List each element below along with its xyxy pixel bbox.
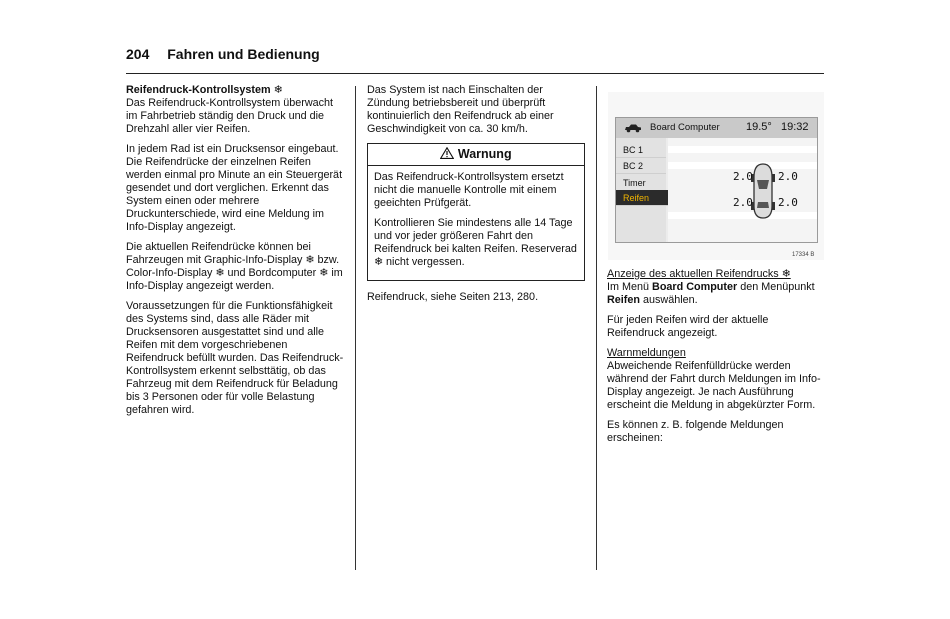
paragraph: Das System ist nach Einschalten der Zündung betriebsbereit und überprüft kontinuierlich den Reifendruck ab einer Geschwindigkeit von ca. 30 km/h. (367, 84, 554, 135)
page-number: 204 (126, 46, 150, 62)
paragraph: Abweichende Reifenfülldrücke werden während der Fahrt durch Meldungen im Info-Display angezeigt. Je nach Ausführung erscheint die Meldung in abgekürzter Form. (607, 360, 821, 411)
column-divider-1 (355, 86, 356, 570)
paragraph (607, 281, 825, 307)
pressure-front-right: 2.0 (778, 170, 798, 183)
display-title: Board Computer (650, 122, 720, 133)
pressure-rear-left: 2.0 (733, 196, 753, 209)
menu-item-reifen[interactable]: Reifen (616, 190, 673, 206)
column-3 (607, 268, 825, 452)
pressure-rear-right: 2.0 (778, 196, 798, 209)
info-display-screen (615, 117, 818, 243)
menu-name: Board Computer (652, 281, 738, 293)
text-run: den Menüpunkt (737, 281, 815, 293)
tyre-pressure-panel (668, 138, 817, 242)
car-icon (624, 123, 642, 133)
menu-item-bc2[interactable]: BC 2 (616, 158, 666, 174)
cross-reference: Reifendruck, siehe Seiten 213, 280. (367, 291, 539, 303)
warning-box (367, 143, 585, 281)
chapter-title: Fahren und Bedienung (167, 46, 320, 62)
panel-stripe (668, 162, 817, 169)
clock-readout: 19:32 (781, 121, 809, 133)
warning-header (368, 144, 584, 166)
paragraph: In jedem Rad ist ein Drucksensor eingebaut. Die Reifendrücke der einzelnen Reifen werden einmal pro Minute an ein Steuergerät gesendet und dort verglichen. Erkennt das System einen oder mehrere Druckunterschiede, wird eine Meldung im Info-Display angezeigt. (126, 143, 343, 233)
figure-id: 17334 B (792, 252, 815, 258)
paragraph: Es können z. B. folgende Meldungen erscheinen: (607, 419, 784, 444)
pressure-front-left: 2.0 (733, 170, 753, 183)
warning-triangle-icon (440, 147, 454, 159)
column-divider-2 (596, 86, 597, 570)
text-run: auswählen. (640, 294, 698, 306)
header-rule (126, 73, 824, 74)
car-top-view-icon (751, 162, 775, 220)
menu-item-bc1[interactable]: BC 1 (616, 142, 666, 158)
warning-text: Kontrollieren Sie mindestens alle 14 Tage und vor jeder größeren Fahrt den Reifendruck bei kalten Reifen. Reserverad ❄ nicht vergessen. (374, 217, 577, 268)
column-1 (126, 84, 344, 424)
temperature-readout: 19.5° (746, 121, 772, 133)
warning-title: Warnung (457, 147, 512, 161)
paragraph: Die aktuellen Reifendrücke können bei Fahrzeugen mit Graphic-Info-Display ❄ bzw. Color-Info-Display ❄ und Bordcomputer ❄ im Info-Display angezeigt werden. (126, 241, 343, 292)
display-top-bar (616, 118, 817, 138)
text-run: Im Menü (607, 281, 653, 293)
menu-item-name: Reifen (607, 294, 640, 306)
section-heading: Reifendruck-Kontrollsystem ❄ (126, 84, 283, 96)
panel-stripe (668, 212, 817, 219)
paragraph: Das Reifendruck-Kontrollsystem überwacht im Fahrbetrieb ständig den Druck und die Drehzahl aller vier Reifen. (126, 97, 334, 135)
paragraph: Für jeden Reifen wird der aktuelle Reifendruck angezeigt. (607, 314, 769, 339)
info-display-figure (608, 92, 824, 260)
menu-item-timer[interactable]: Timer (616, 175, 666, 191)
section-heading: Anzeige des aktuellen Reifendrucks ❄ (607, 268, 791, 280)
subheading: Warnmeldungen (607, 347, 686, 359)
display-menu (616, 138, 666, 242)
warning-text: Das Reifendruck-Kontrollsystem ersetzt nicht die manuelle Kontrolle mit einem geeichten Prüfgerät. (374, 171, 564, 209)
panel-stripe (668, 146, 817, 153)
page-header (126, 46, 320, 62)
column-2 (367, 84, 585, 311)
warning-body (368, 166, 584, 280)
paragraph: Voraussetzungen für die Funktionsfähigkeit des Systems sind, dass alle Räder mit Drucksensoren ausgestattet sind und alle Reifen mit dem vorgeschriebenen Reifendruck befüllt wurden. Das Reifendruck-Kontrollsystem erkennt selbsttätig, ob das Fahrzeug mit dem Reifendruck für Beladung bis 3 Personen oder für volle Belastung gefahren wird. (126, 300, 344, 416)
